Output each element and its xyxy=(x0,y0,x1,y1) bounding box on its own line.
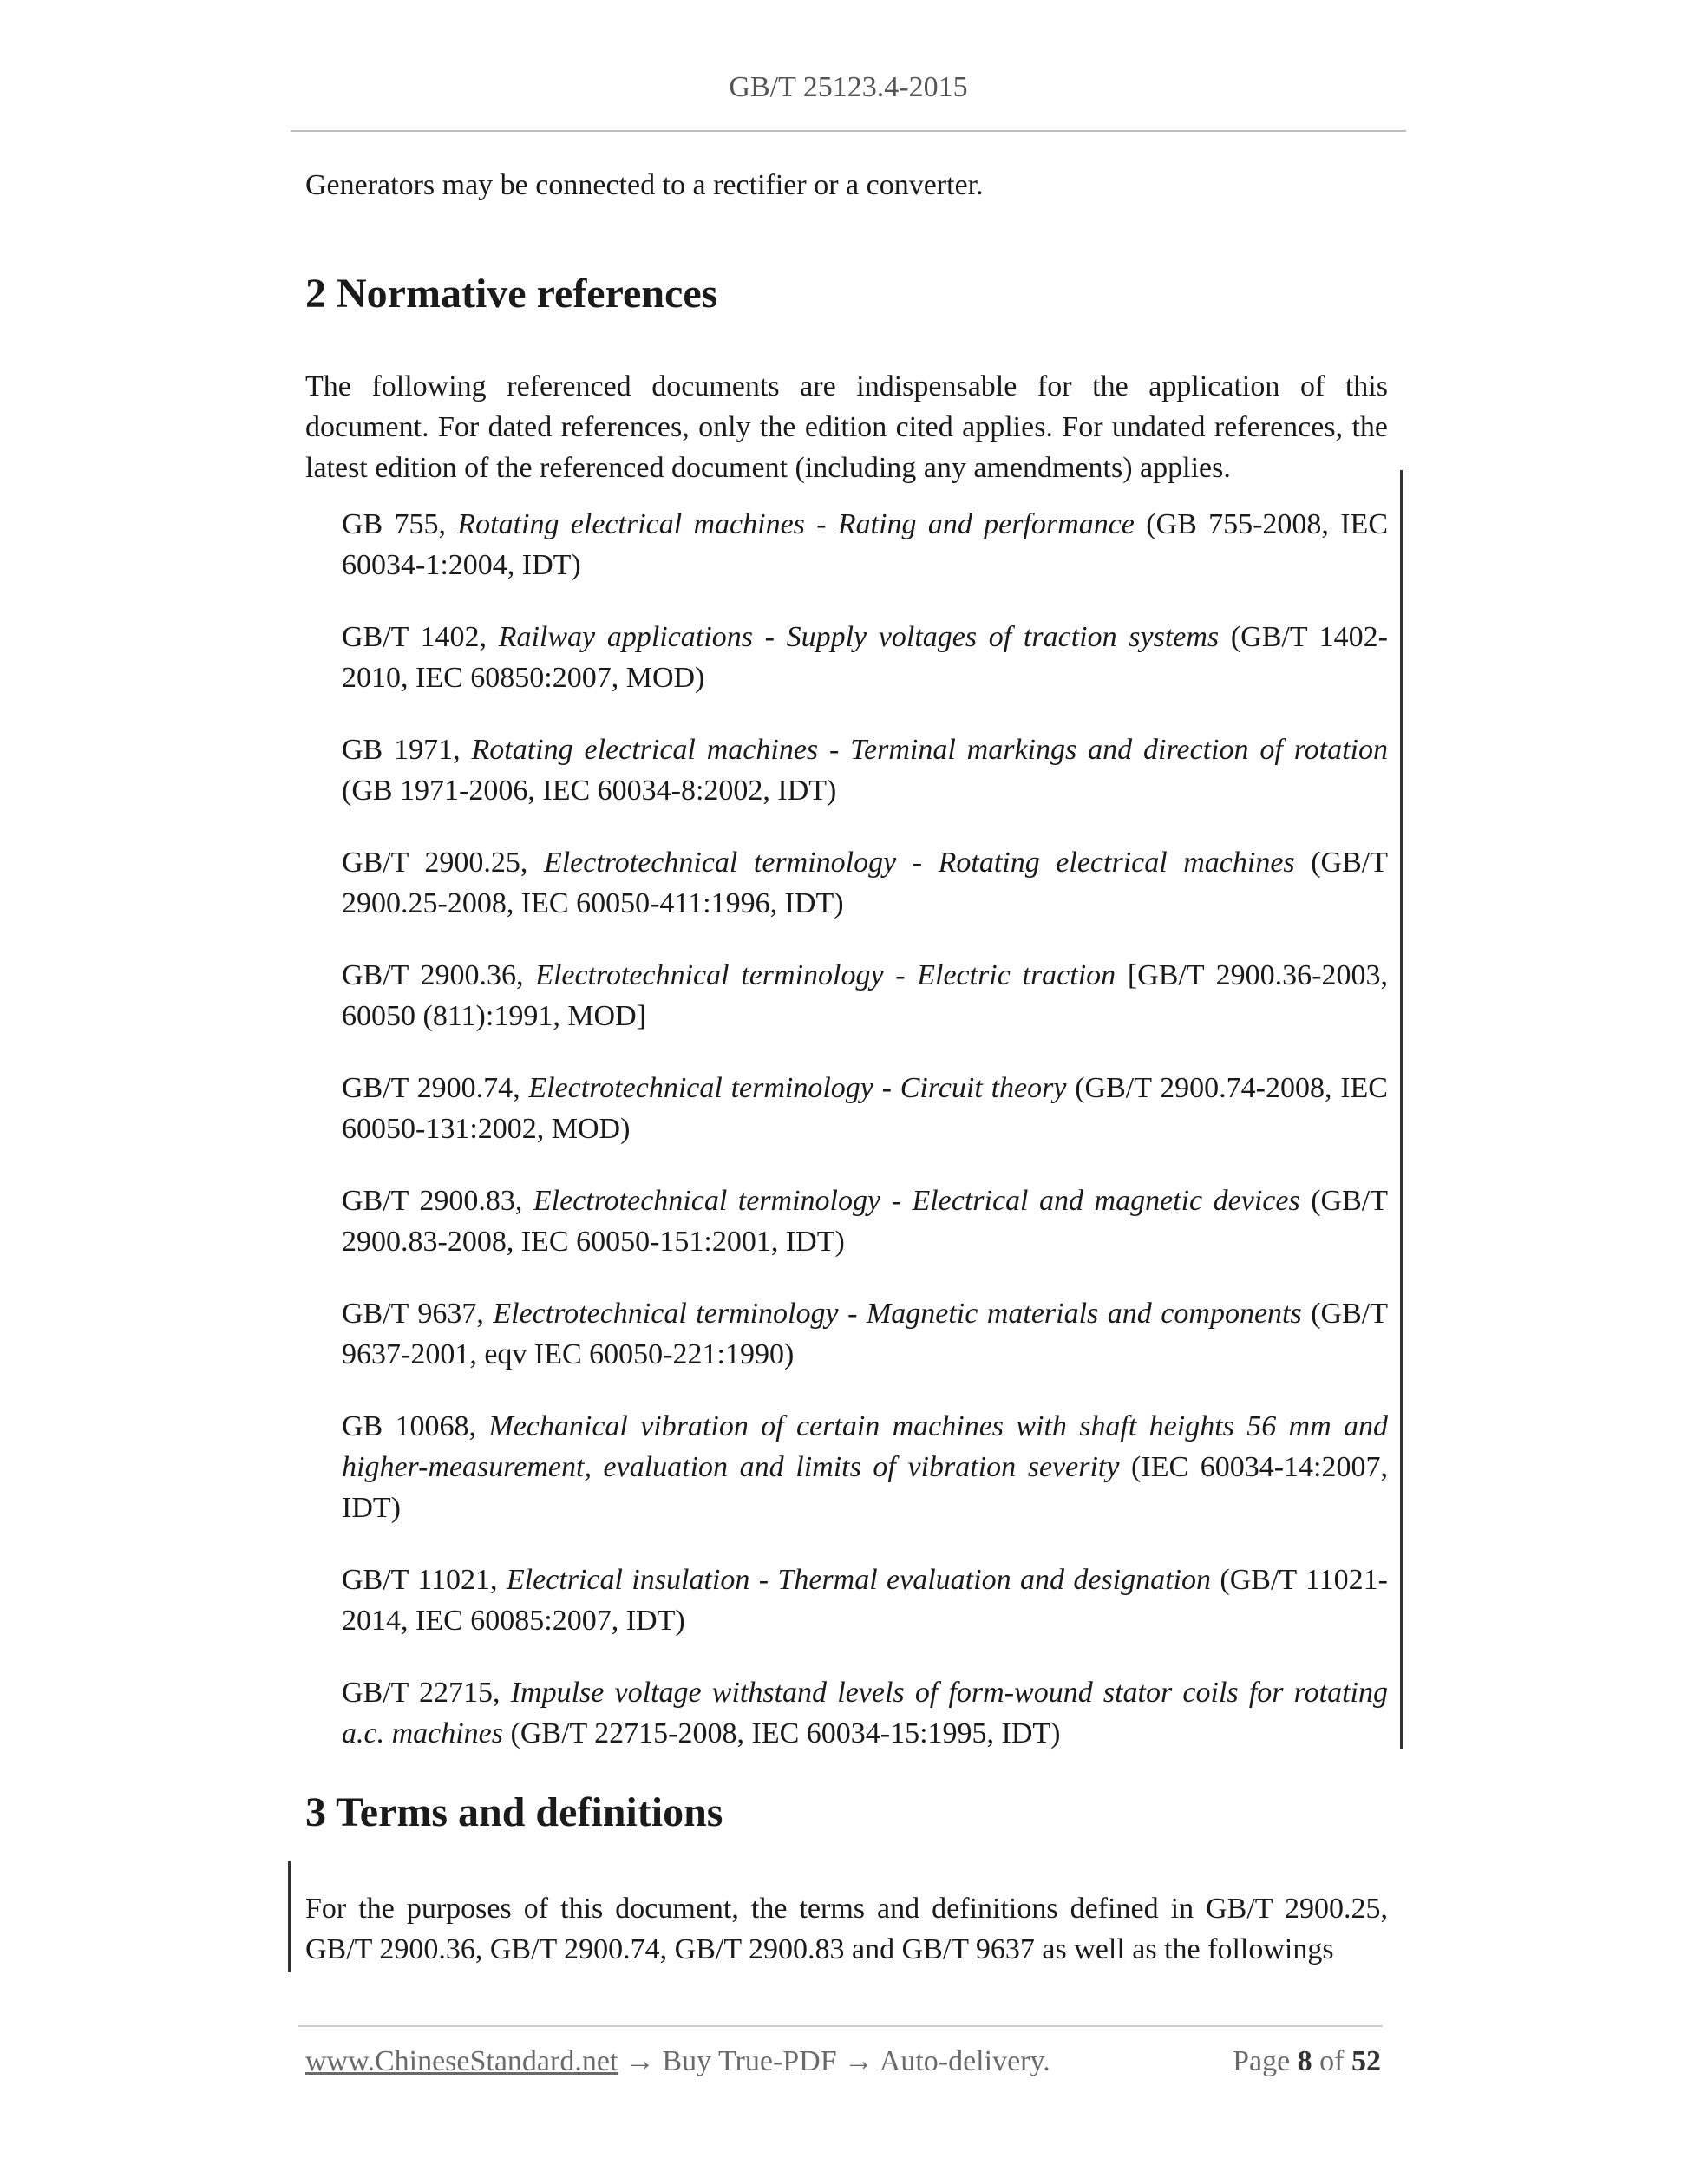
section-3-paragraph: For the purposes of this document, the terms and definitions defined in GB/T 2900.25, GB/T 2900.36, GB/T 2900.74, GB/T 2900.83 and GB/T 9637 as well as the followings xyxy=(305,1893,1388,1965)
reference-tail: (GB/T 9637-2001, eqv IEC 60050-221:1990) xyxy=(342,1298,1388,1370)
reference-title: Mechanical vibration of certain machines with shaft heights 56 mm and higher-measurement, evaluation and limits of vibration severity xyxy=(342,1410,1388,1483)
reference-item xyxy=(342,1406,1388,1528)
reference-title: Railway applications - Supply voltages of traction systems xyxy=(498,621,1220,653)
reference-tail: (GB/T 1402-2010, IEC 60850:2007, MOD) xyxy=(342,621,1388,694)
revision-bar xyxy=(1400,470,1403,1749)
reference-item xyxy=(342,1293,1388,1375)
reference-title: Electrotechnical terminology - Rotating electrical machines xyxy=(543,847,1295,879)
reference-code: GB/T 11021, xyxy=(342,1564,507,1596)
reference-tail: [GB/T 2900.36-2003, 60050 (811):1991, MOD] xyxy=(342,959,1388,1032)
document-body xyxy=(305,165,1388,1970)
reference-item xyxy=(342,1560,1388,1641)
reference-code: GB/T 9637, xyxy=(342,1298,494,1330)
reference-code: GB/T 2900.25, xyxy=(342,847,544,879)
reference-title: Electrotechnical terminology - Circuit theory xyxy=(528,1072,1067,1104)
reference-code: GB/T 2900.74, xyxy=(342,1072,529,1104)
reference-list xyxy=(342,504,1388,1754)
reference-tail: (GB 1971-2006, IEC 60034-8:2002, IDT) xyxy=(342,775,837,807)
reference-title: Electrical insulation - Thermal evaluation and designation xyxy=(506,1564,1212,1596)
page-indicator xyxy=(1233,2045,1381,2078)
buy-pdf-text: Buy True-PDF xyxy=(662,2045,837,2077)
reference-item xyxy=(342,842,1388,924)
auto-delivery-text: Auto-delivery. xyxy=(879,2045,1050,2077)
page-number: 8 xyxy=(1297,2045,1312,2077)
section-2-heading: 2 Normative references xyxy=(305,271,718,317)
reference-item xyxy=(342,729,1388,811)
page-label: Page xyxy=(1233,2045,1291,2077)
intro-paragraph: Generators may be connected to a rectifier or a converter. xyxy=(305,169,984,201)
reference-tail: (GB/T 11021-2014, IEC 60085:2007, IDT) xyxy=(342,1564,1389,1637)
section-3-heading: 3 Terms and definitions xyxy=(305,1789,723,1835)
website-link[interactable]: www.ChineseStandard.net xyxy=(305,2045,618,2077)
header-divider xyxy=(291,130,1406,132)
reference-tail: (IEC 60034-14:2007, IDT) xyxy=(342,1451,1389,1524)
section-2-paragraph: The following referenced documents are indispensable for the application of this document. For dated references, only the edition cited applies. For undated references, the latest edition of the referenced document (including any amendments) applies. xyxy=(305,370,1388,484)
reference-title: Electrotechnical terminology - Electric traction xyxy=(535,959,1116,991)
footer-divider xyxy=(298,2025,1383,2027)
reference-title: Impulse voltage withstand levels of form-wound stator coils for rotating a.c. machines xyxy=(342,1677,1388,1749)
reference-tail: (GB/T 2900.83-2008, IEC 60050-151:2001, IDT) xyxy=(342,1185,1388,1258)
reference-item xyxy=(342,1180,1388,1262)
reference-title: Rotating electrical machines - Rating and performance xyxy=(457,508,1135,540)
reference-tail: (GB/T 2900.74-2008, IEC 60050-131:2002, MOD) xyxy=(342,1072,1388,1145)
reference-tail: (GB 755-2008, IEC 60034-1:2004, IDT) xyxy=(342,508,1389,581)
reference-code: GB 10068, xyxy=(342,1410,489,1442)
reference-tail: (GB/T 2900.25-2008, IEC 60050-411:1996, IDT) xyxy=(342,847,1388,919)
reference-code: GB/T 22715, xyxy=(342,1677,511,1709)
reference-code: GB/T 1402, xyxy=(342,621,499,653)
revision-bar xyxy=(288,1861,291,1972)
page-footer xyxy=(305,2045,1381,2078)
reference-item xyxy=(342,617,1388,698)
reference-item xyxy=(342,1672,1388,1754)
reference-code: GB 1971, xyxy=(342,734,472,766)
of-label: of xyxy=(1319,2045,1345,2077)
reference-item xyxy=(342,504,1388,585)
reference-title: Electrotechnical terminology - Electrical and magnetic devices xyxy=(533,1185,1300,1217)
arrow-icon: → xyxy=(844,2045,874,2077)
page-header: GB/T 25123.4-2015 xyxy=(729,71,968,103)
reference-code: GB/T 2900.83, xyxy=(342,1185,533,1217)
reference-item xyxy=(342,1068,1388,1149)
reference-title: Electrotechnical terminology - Magnetic materials and components xyxy=(493,1298,1302,1330)
reference-code: GB/T 2900.36, xyxy=(342,959,536,991)
reference-title: Rotating electrical machines - Terminal markings and direction of rotation xyxy=(471,734,1389,766)
page-total: 52 xyxy=(1351,2045,1381,2077)
reference-item xyxy=(342,955,1388,1036)
reference-code: GB 755, xyxy=(342,508,458,540)
arrow-icon: → xyxy=(625,2045,655,2077)
reference-tail: (GB/T 22715-2008, IEC 60034-15:1995, IDT) xyxy=(503,1717,1061,1749)
